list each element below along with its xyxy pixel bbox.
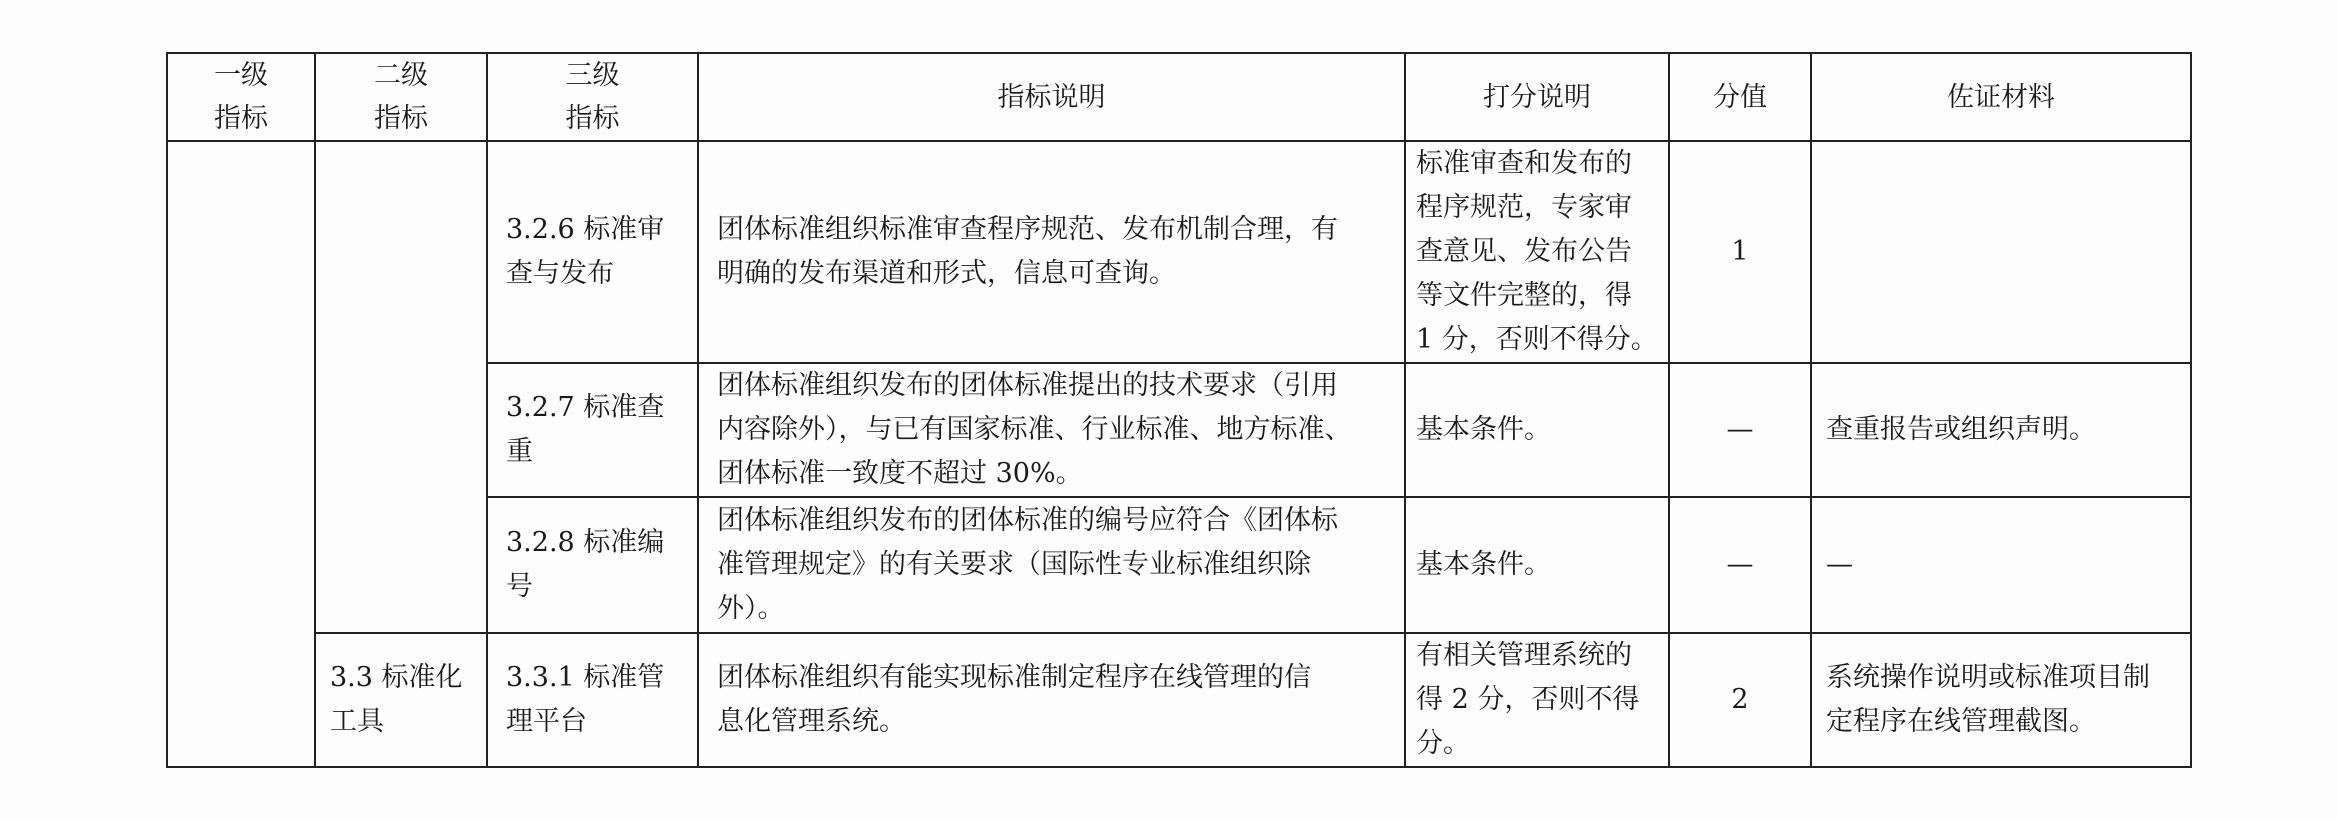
level3-cell: 3.2.6 标准审 查与发布: [487, 141, 698, 363]
scoring-cell: 基本条件。: [1405, 363, 1669, 497]
level2-cell: [315, 141, 487, 633]
score-cell: 1: [1669, 141, 1811, 363]
header-level2: 二级 指标: [315, 53, 487, 141]
level1-cell: [167, 141, 315, 767]
table-header-row: [167, 53, 2191, 141]
evidence-cell: 系统操作说明或标准项目制 定程序在线管理截图。: [1811, 633, 2191, 767]
evidence-cell: [1811, 141, 2191, 363]
table-row: [167, 633, 2191, 767]
scoring-cell: 标准审查和发布的 程序规范，专家审 查意见、发布公告 等文件完整的，得 1 分，否则不得分。: [1405, 141, 1669, 363]
description-cell: 团体标准组织有能实现标准制定程序在线管理的信 息化管理系统。: [698, 633, 1405, 767]
score-cell: —: [1669, 497, 1811, 633]
header-level3: 三级 指标: [487, 53, 698, 141]
scoring-cell: 基本条件。: [1405, 497, 1669, 633]
indicator-table: [166, 52, 2192, 768]
scoring-cell: 有相关管理系统的 得 2 分，否则不得 分。: [1405, 633, 1669, 767]
evidence-cell: —: [1811, 497, 2191, 633]
score-cell: —: [1669, 363, 1811, 497]
evidence-cell: 查重报告或组织声明。: [1811, 363, 2191, 497]
header-score: 分值: [1669, 53, 1811, 141]
level2-cell: 3.3 标准化 工具: [315, 633, 487, 767]
header-evidence: 佐证材料: [1811, 53, 2191, 141]
level3-cell: 3.2.8 标准编 号: [487, 497, 698, 633]
description-cell: 团体标准组织发布的团体标准提出的技术要求（引用 内容除外），与已有国家标准、行业标准、地方标准、 团体标准一致度不超过 30%。: [698, 363, 1405, 497]
level3-cell: 3.3.1 标准管 理平台: [487, 633, 698, 767]
score-cell: 2: [1669, 633, 1811, 767]
level3-cell: 3.2.7 标准查 重: [487, 363, 698, 497]
description-cell: 团体标准组织发布的团体标准的编号应符合《团体标 准管理规定》的有关要求（国际性专业标准组织除 外）。: [698, 497, 1405, 633]
header-level1: 一级 指标: [167, 53, 315, 141]
header-description: 指标说明: [698, 53, 1405, 141]
header-scoring: 打分说明: [1405, 53, 1669, 141]
table-row: [167, 141, 2191, 363]
description-cell: 团体标准组织标准审查程序规范、发布机制合理，有 明确的发布渠道和形式，信息可查询。: [698, 141, 1405, 363]
